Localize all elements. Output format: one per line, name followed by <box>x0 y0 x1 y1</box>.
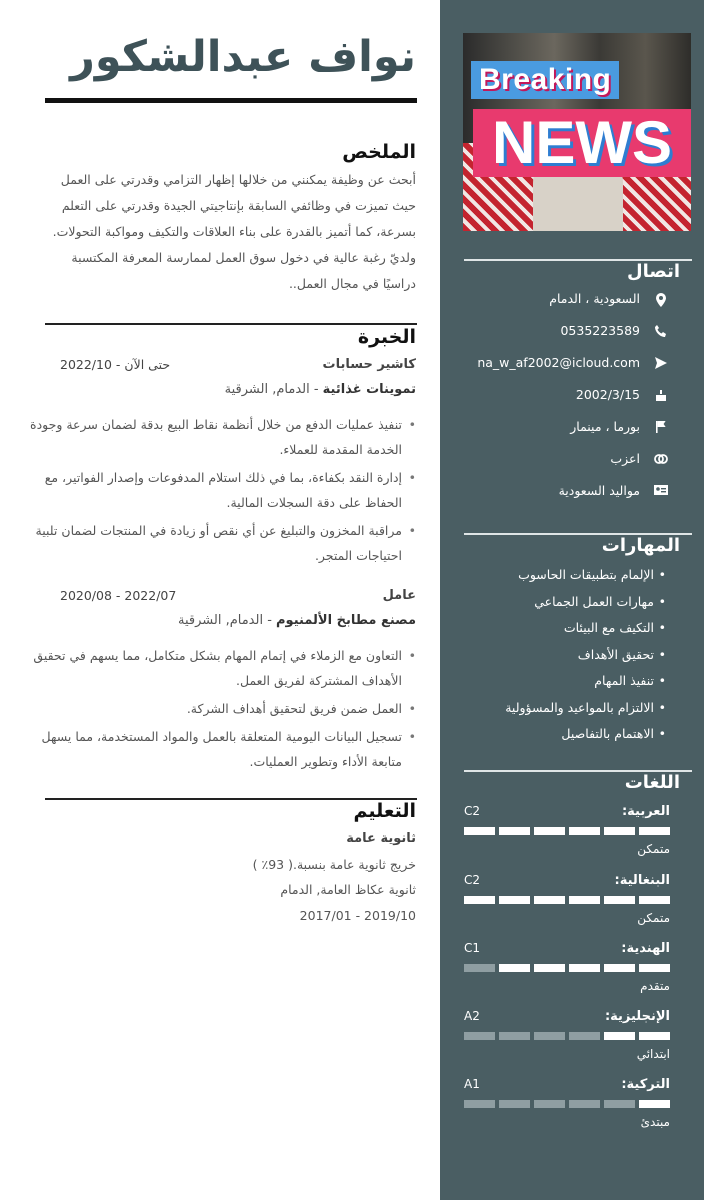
phone-icon <box>652 324 670 342</box>
language-level-bar <box>464 1100 670 1108</box>
language-code: A1 <box>464 1077 480 1091</box>
language-code: C2 <box>464 873 481 887</box>
id-card-icon <box>652 484 670 502</box>
contact-title: اتصال <box>626 261 680 282</box>
language-level-bar <box>464 827 670 835</box>
level-segment <box>569 1100 600 1108</box>
contact-birthdate <box>464 387 670 409</box>
level-segment <box>499 896 530 904</box>
language-name: البنغالية: <box>614 873 670 888</box>
level-segment <box>464 1032 495 1040</box>
level-segment <box>464 827 495 835</box>
level-segment <box>499 827 530 835</box>
languages-title: اللغات <box>624 772 680 793</box>
list-item: • تنفيذ عمليات الدفع من خلال أنظمة نقاط البيع بدقة لضمان سرعة وجودة الخدمة المقدمة للعملاء. <box>26 412 416 462</box>
list-item: • تنفيذ المهام <box>466 668 666 695</box>
level-segment <box>569 1032 600 1040</box>
job-dates: 2020/08 - 2022/07 <box>60 588 177 603</box>
language-level-bar <box>464 964 670 972</box>
list-item: • تحقيق الأهداف <box>466 642 666 669</box>
language-name: الهندية: <box>621 941 670 956</box>
list-item: • تسجيل البيانات اليومية المتعلقة بالعمل والمواد المستخدمة، مما يسهل متابعة الأداء وتطوير العمليات. <box>26 724 416 774</box>
level-segment <box>604 1032 635 1040</box>
list-item: • الاهتمام بالتفاصيل <box>466 721 666 748</box>
language-level: مبتدئ <box>640 1115 670 1129</box>
summary-line: دراسيًا في مجال العمل.. <box>288 276 416 291</box>
job-bullets <box>26 412 416 571</box>
summary-paragraph <box>16 167 416 297</box>
language-code: A2 <box>464 1009 480 1023</box>
language-code: C1 <box>464 941 481 955</box>
flag-icon <box>652 420 670 438</box>
list-item: • الالتزام بالمواعيد والمسؤولية <box>466 695 666 722</box>
level-segment <box>534 1032 565 1040</box>
send-icon <box>652 356 670 374</box>
job-dates: 2022/10 - حتى الآن <box>60 357 171 372</box>
contact-text: اعزب <box>610 451 640 466</box>
language-level: متقدم <box>640 979 670 993</box>
contact-text: 2002/3/15 <box>575 387 640 402</box>
company-name: تموينات غذائية <box>322 382 416 397</box>
level-segment <box>499 964 530 972</box>
language-row <box>464 804 670 864</box>
name-divider <box>45 98 417 103</box>
language-level: ابتدائي <box>636 1047 670 1061</box>
list-item: • التكيف مع البيئات <box>466 615 666 642</box>
contact-marital-status <box>464 451 670 473</box>
level-segment <box>604 964 635 972</box>
level-segment <box>569 896 600 904</box>
level-segment <box>604 827 635 835</box>
level-segment <box>639 1100 670 1108</box>
summary-line: بسرعة، كما أتميز بالقدرة على بناء العلاقات والتكيف ومواكبة التحولات. <box>52 224 416 239</box>
education-detail: خريج ثانوية عامة بنسبة.( 93٪ ) <box>252 857 416 872</box>
contact-text: بورما ، مينمار <box>570 419 640 434</box>
language-level-bar <box>464 896 670 904</box>
contact-nationality <box>464 419 670 441</box>
company-location: - الدمام, الشرقية <box>177 613 277 628</box>
summary-line: حيث تميزت في وظائفي السابقة بإنتاجيتي الجيدة وقدرتي على التعلم <box>61 198 416 213</box>
level-segment <box>464 964 495 972</box>
level-segment <box>464 896 495 904</box>
level-segment <box>464 1100 495 1108</box>
language-name: العربية: <box>621 804 670 819</box>
language-name: التركية: <box>621 1077 670 1092</box>
job-title: عامل <box>382 588 416 603</box>
profile-photo <box>463 33 691 231</box>
contact-text[interactable]: na_w_af2002@icloud.com <box>477 355 640 370</box>
education-title: التعليم <box>353 800 416 822</box>
list-item: • الإلمام بتطبيقات الحاسوب <box>466 562 666 589</box>
language-level: متمكن <box>637 842 670 856</box>
summary-line: ولديّ رغبة عالية في دخول سوق العمل لممارسة المعرفة المكتسبة <box>71 250 416 265</box>
list-item: • مهارات العمل الجماعي <box>466 589 666 616</box>
summary-line: أبحث عن وظيفة يمكنني من خلالها إظهار التزامي وقدرتي على العمل <box>60 172 416 187</box>
skills-title: المهارات <box>601 535 680 556</box>
list-item: • إدارة النقد بكفاءة، بما في ذلك استلام المدفوعات وإصدار الفواتير، مع الحفاظ على دقة السجلات المالية. <box>26 465 416 515</box>
language-row <box>464 873 670 933</box>
job-bullets <box>26 643 416 777</box>
breaking-banner: Breaking <box>471 61 619 99</box>
level-segment <box>534 827 565 835</box>
experience-title: الخبرة <box>357 326 416 348</box>
education-school: ثانوية عكاظ العامة, الدمام <box>280 882 416 897</box>
language-code: C2 <box>464 804 481 818</box>
level-segment <box>569 827 600 835</box>
job-company <box>178 613 416 628</box>
level-segment <box>639 1032 670 1040</box>
company-location: - الدمام, الشرقية <box>224 382 323 397</box>
contact-phone[interactable] <box>464 323 670 345</box>
location-pin-icon <box>652 292 670 310</box>
contact-text[interactable]: 0535223589 <box>560 323 640 338</box>
level-segment <box>639 896 670 904</box>
education-degree: ثانوية عامة <box>346 831 416 846</box>
contact-location <box>464 291 670 313</box>
level-segment <box>534 896 565 904</box>
skills-list <box>466 562 666 748</box>
job-title: كاشير حسابات <box>322 357 416 372</box>
list-item: • مراقبة المخزون والتبليغ عن أي نقص أو زيادة في المنتجات لضمان تلبية احتياجات المتجر. <box>26 518 416 568</box>
level-segment <box>569 964 600 972</box>
language-level: متمكن <box>637 911 670 925</box>
list-item: • العمل ضمن فريق لتحقيق أهداف الشركة. <box>26 696 416 721</box>
news-banner: NEWS <box>473 109 691 177</box>
job-company <box>225 382 416 397</box>
contact-text: السعودية ، الدمام <box>549 291 640 306</box>
level-segment <box>499 1100 530 1108</box>
contact-birthplace <box>464 483 670 505</box>
education-dates: 2017/01 - 2019/10 <box>299 908 416 923</box>
contact-text: مواليد السعودية <box>558 483 640 498</box>
level-segment <box>534 1100 565 1108</box>
level-segment <box>604 1100 635 1108</box>
language-level-bar <box>464 1032 670 1040</box>
company-name: مصنع مطابخ الألمنيوم <box>276 613 416 628</box>
language-row <box>464 1077 670 1137</box>
experience-divider <box>45 323 417 325</box>
language-row <box>464 941 670 1001</box>
language-row <box>464 1009 670 1069</box>
level-segment <box>639 827 670 835</box>
rings-icon <box>652 452 670 470</box>
person-name: نواف عبدالشكور <box>70 32 416 82</box>
sidebar <box>440 0 704 1200</box>
level-segment <box>639 964 670 972</box>
language-name: الإنجليزية: <box>604 1009 670 1024</box>
summary-title: الملخص <box>342 141 416 163</box>
level-segment <box>534 964 565 972</box>
birthday-cake-icon <box>652 388 670 406</box>
level-segment <box>499 1032 530 1040</box>
list-item: • التعاون مع الزملاء في إتمام المهام بشكل متكامل، مما يسهم في تحقيق الأهداف المشتركة لفريق العمل. <box>26 643 416 693</box>
contact-email[interactable] <box>464 355 670 377</box>
level-segment <box>604 896 635 904</box>
